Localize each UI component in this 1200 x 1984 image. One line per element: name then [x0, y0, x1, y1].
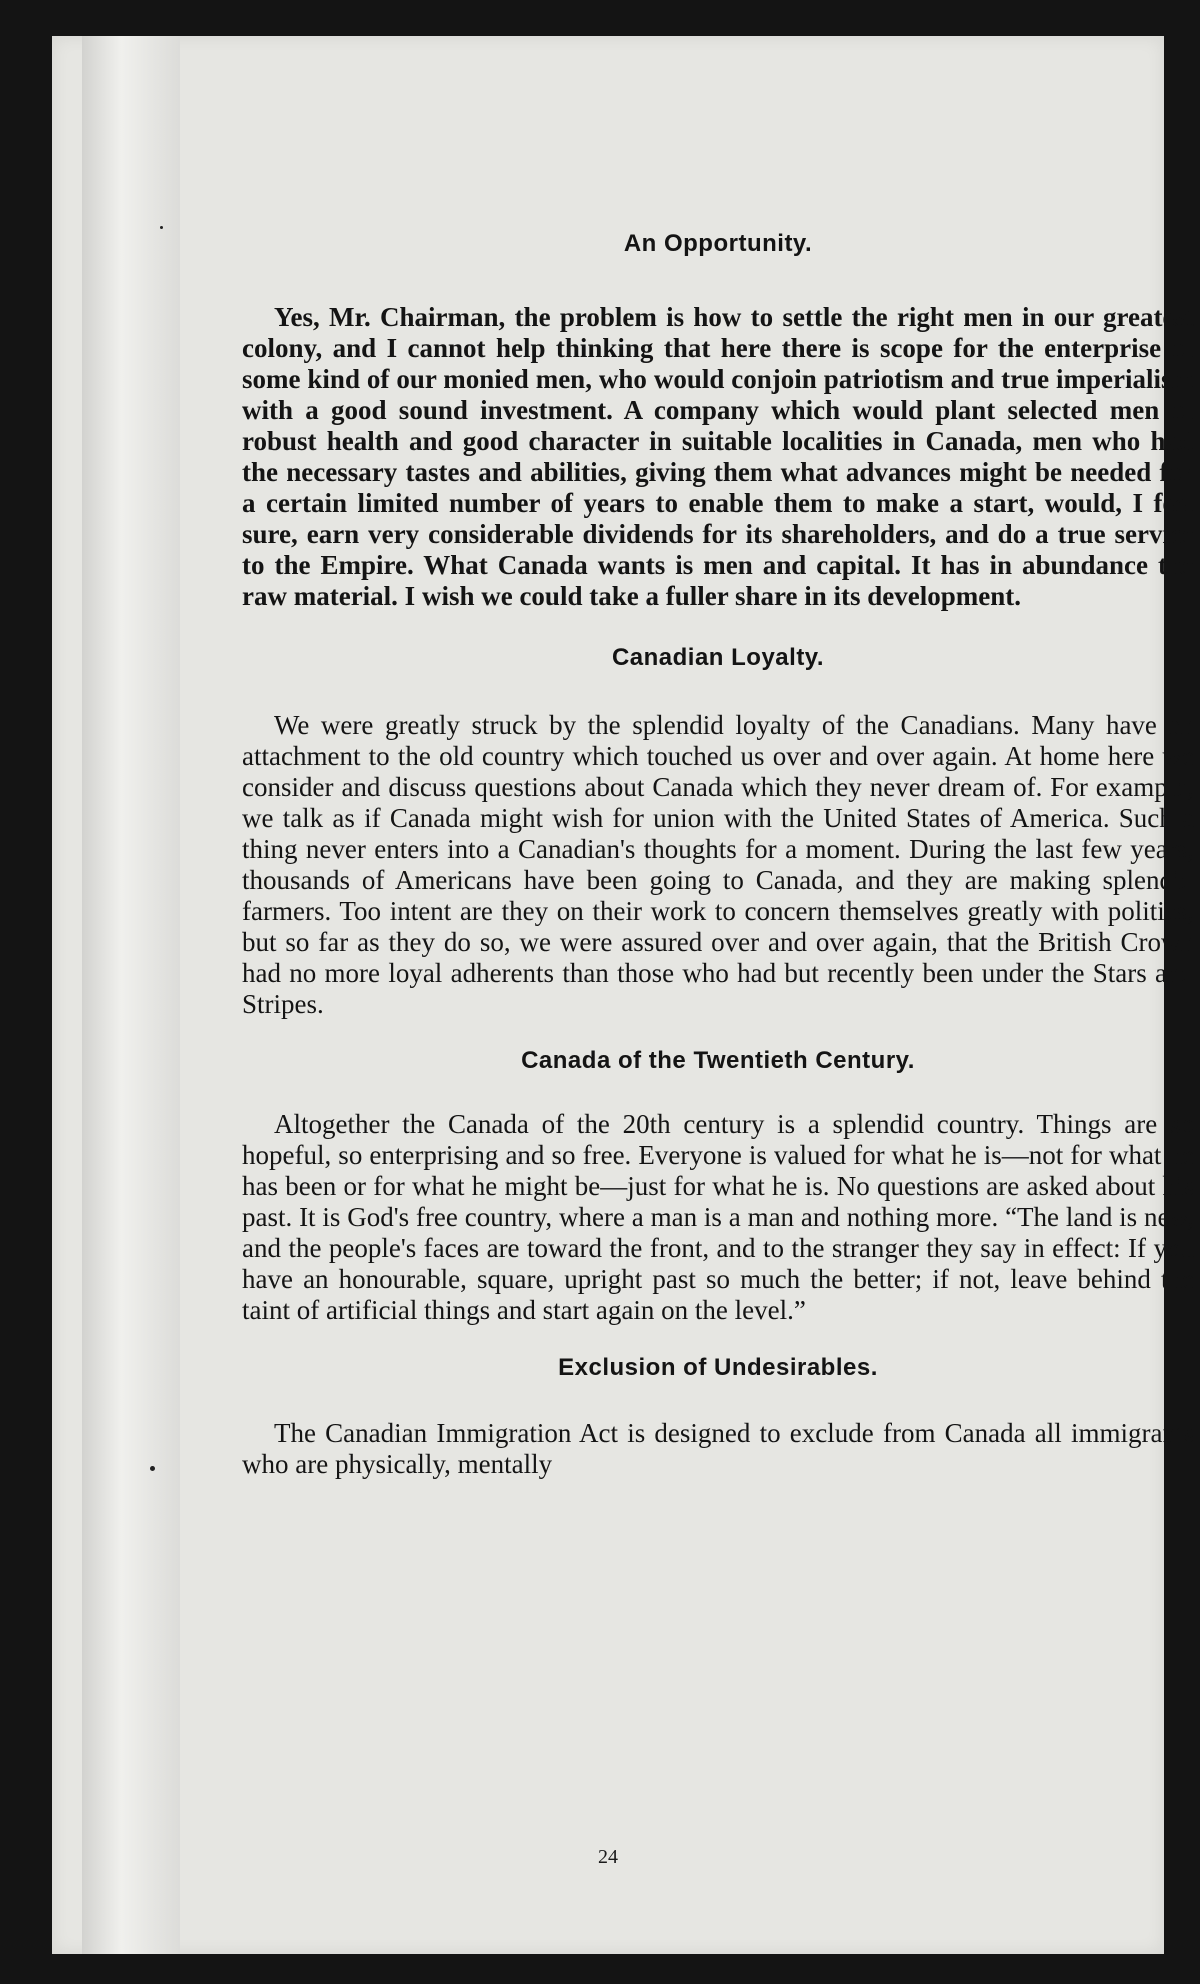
- section-heading-exclusion: Exclusion of Undesirables.: [558, 1354, 878, 1381]
- section-paragraph-twentieth-century: Altogether the Canada of the 20th century is a splendid country. Things are so hopeful, so enterprising and so free. Everyone is valued for what he is—not for what he has been or for what he might be—just for what he is. No questions are asked about his past. It is God's free country, where a man is a man and nothing more. “The land is new, and the people's faces are toward the front, and to the stranger they say in effect: If you have an honourable, square, upright past so much the better; if not, leave behind the taint of artificial things and start again on the level.”: [242, 1109, 1194, 1325]
- page-content: [242, 228, 1194, 1480]
- section-paragraph-an-opportunity: Yes, Mr. Chairman, the problem is how to settle the right men in our greatest colony, and I cannot help thinking that here there is scope for the enterprise of some kind of our monied men, who would conjoin patriotism and true imperialism with a good sound investment. A company which would plant selected men of robust health and good character in suitable localities in Canada, men who had the necessary tastes and abilities, giving them what advances might be needed for a certain limited number of years to enable them to make a start, would, I feel sure, earn very considerable dividends for its shareholders, and do a true service to the Empire. What Canada wants is men and capital. It has in abundance the raw material. I wish we could take a fuller share in its development.: [242, 302, 1194, 611]
- section-heading-twentieth-century: Canada of the Twentieth Century.: [521, 1047, 915, 1074]
- page-number: 24: [598, 1846, 618, 1868]
- binding-edge: [82, 36, 180, 1954]
- book-page: [52, 36, 1194, 1954]
- section-paragraph-exclusion: The Canadian Immigration Act is designed to exclude from Canada all immigrants who are physically, mentally: [242, 1418, 1194, 1479]
- section-paragraph-canadian-loyalty: We were greatly struck by the splendid loyalty of the Canadians. Many have an attachment to the old country which touched us over and over again. At home here we consider and discuss questions about Canada which they never dream of. For example, we talk as if Canada might wish for union with the United States of America. Such a thing never enters into a Canadian's thoughts for a moment. During the last few years, thousands of Americans have been going to Canada, and they are making splendid farmers. Too intent are they on their work to concern themselves greatly with politics, but so far as they do so, we were assured over and over again, that the British Crown had no more loyal adherents than those who had but recently been under the Stars and Stripes.: [242, 710, 1194, 1019]
- section-heading-canadian-loyalty: Canadian Loyalty.: [611, 644, 825, 671]
- scan-speck: [150, 1466, 155, 1471]
- section-heading-an-opportunity: An Opportunity.: [623, 230, 813, 257]
- scan-speck: [160, 226, 163, 229]
